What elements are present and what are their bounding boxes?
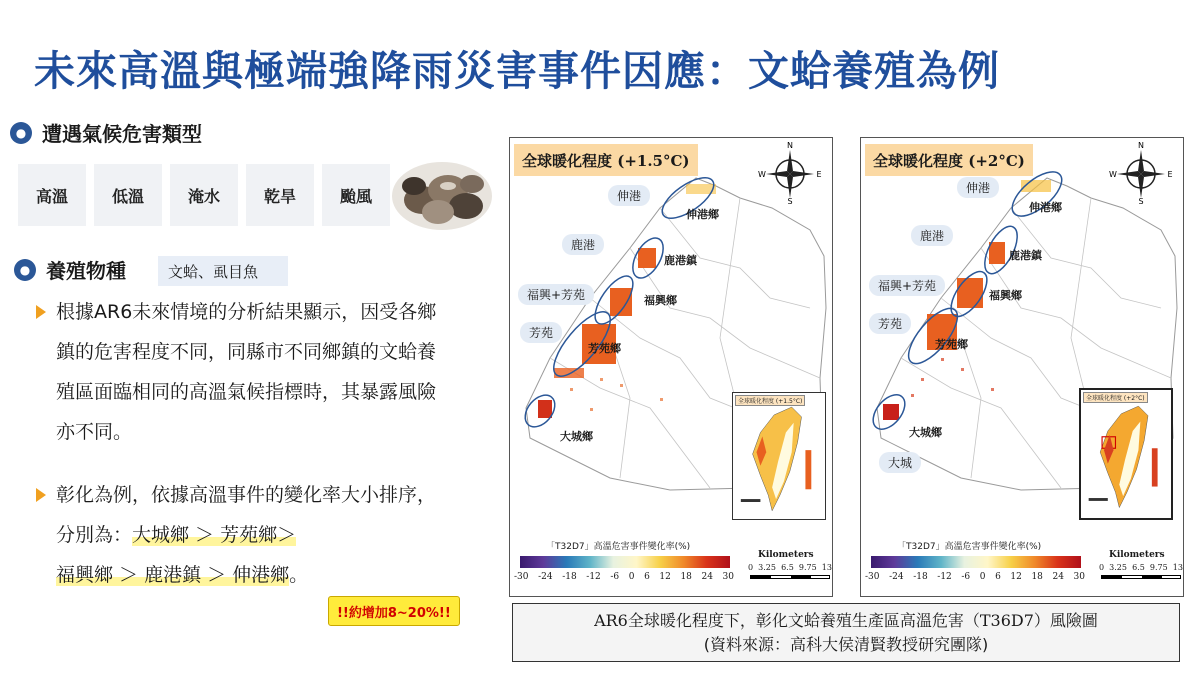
legend-tick: -18 [562,572,577,582]
compass-n: N [787,141,793,150]
hazard-item-typhoon: 颱風 [322,164,390,226]
scale-tick: 6.5 [781,563,794,572]
compass-w: W [758,170,766,179]
area-label-fangyuan: 芳苑 [869,313,911,334]
taiwan-inset-shape [1081,390,1171,518]
compass-rose-icon [1109,140,1173,204]
legend-title: 「T32D7」高溫危害事件變化率(%) [897,542,1042,552]
area-label-fuxing-fangyuan: 福興+芳苑 [869,275,945,296]
legend-tick: 24 [1052,572,1064,582]
legend-tick: 0 [628,572,635,582]
legend-tick: -12 [937,572,952,582]
legend-tick: 0 [979,572,986,582]
hazard-item-drought: 乾旱 [246,164,314,226]
inset-title: 全球暖化程度 (+2°C) [1083,392,1148,403]
bullet-point [36,475,446,595]
section-bullet-icon: ● [10,122,32,144]
town-label: 鹿港鎮 [664,254,697,267]
scale-tick: 13 [821,563,832,572]
compass-w: W [1109,170,1117,179]
legend-tick: 18 [680,572,692,582]
legend-tick: -12 [586,572,601,582]
area-label-fuxing-fangyuan: 福興+芳苑 [518,284,594,305]
hazard-heading-text: 遭遇氣候危害類型 [42,122,202,146]
legend-tick: -24 [538,572,553,582]
compass-s: S [787,197,793,204]
bullet-arrow-icon [36,488,46,502]
town-label: 福興鄉 [989,289,1022,302]
legend-title: 「T32D7」高溫危害事件變化率(%) [546,542,691,552]
scale-ticks [748,563,832,572]
scale-tick: 0 [1099,563,1105,572]
town-label: 芳苑鄉 [588,342,621,355]
map-panel-2c [860,137,1184,597]
bullet-text [36,475,446,595]
warming-level-title: 全球暖化程度 (+1.5°C) [514,144,698,176]
hazard-list [18,164,390,226]
town-label: 福興鄉 [644,294,677,307]
legend-tick: 24 [701,572,713,582]
compass-n: N [1138,141,1144,150]
legend-ticks [514,572,734,582]
taiwan-inset-map [1079,388,1173,520]
town-label: 大城鄉 [560,430,593,443]
taiwan-inset-shape [733,393,825,519]
legend-tick: 30 [722,572,734,582]
species-heading-text: 養殖物種 [46,259,126,283]
legend-tick: 30 [1073,572,1085,582]
area-label-lukang: 鹿港 [562,234,604,255]
scale-bar-title: Kilometers [1109,550,1165,560]
highlight-ranking: 福興鄉 ＞ 鹿港鎮 ＞ 伸港鄉 [56,564,290,586]
scale-bar [750,575,830,579]
legend-tick: -6 [961,572,971,582]
clam-photo [392,160,492,232]
page-title: 未來高溫與極端強降雨災害事件因應：文蛤養殖為例 [34,47,1000,95]
map-panel-1-5c [509,137,833,597]
bullet-text-part: 。 [289,564,309,586]
caption-source: (資料來源：高科大侯清賢教授研究團隊) [703,635,989,654]
legend-ticks [865,572,1085,582]
bullet-text-part: 彰化為例，依據高溫事件的變化率大小排序，分別為： [56,484,437,546]
species-section-heading [14,255,126,284]
area-label-shengang: 伸港 [957,177,999,198]
hazard-item-cold: 低溫 [94,164,162,226]
section-bullet-icon: ● [14,259,36,281]
changhua-map [861,138,1185,598]
legend-tick: -6 [610,572,620,582]
compass-e: E [1167,170,1173,179]
scale-tick: 3.25 [758,563,776,572]
scale-tick: 6.5 [1132,563,1145,572]
town-label: 芳苑鄉 [935,338,968,351]
inset-title: 全球暖化程度 (+1.5°C) [735,395,805,406]
area-label-dacheng: 大城 [879,452,921,473]
increase-note-badge: !!約增加8~20%!! [328,596,460,626]
bullet-text: 根據AR6未來情境的分析結果顯示，因受各鄉鎮的危害程度不同，同縣市不同鄉鎮的文蛤養殖區面臨相同的高溫氣候指標時，其暴露風險亦不同。 [56,301,437,443]
changhua-map [510,138,834,598]
hazard-item-flood: 淹水 [170,164,238,226]
legend-tick: 12 [659,572,671,582]
legend-tick: 18 [1031,572,1043,582]
legend-tick: 6 [995,572,1001,582]
area-label-lukang: 鹿港 [911,225,953,246]
legend-tick: 12 [1010,572,1022,582]
highlight-ranking: 大城鄉 ＞ 芳苑鄉＞ [132,524,297,546]
legend-tick: -30 [514,572,529,582]
compass-rose-icon [758,140,822,204]
legend-tick: -24 [889,572,904,582]
scale-tick: 13 [1172,563,1183,572]
town-label: 伸港鄉 [1029,201,1062,214]
scale-ticks [1099,563,1183,572]
scale-tick: 0 [748,563,754,572]
legend-tick: 6 [644,572,650,582]
hazard-item-heat: 高溫 [18,164,86,226]
town-label: 鹿港鎮 [1009,249,1042,262]
scale-bar-title: Kilometers [758,550,814,560]
scale-tick: 9.75 [1149,563,1168,572]
town-label: 伸港鄉 [686,208,719,221]
legend-tick: -18 [913,572,928,582]
legend-color-bar [871,556,1081,568]
compass-e: E [816,170,822,179]
species-tag: 文蛤、虱目魚 [158,256,288,286]
bullet-point [36,292,446,452]
legend-tick: -30 [865,572,880,582]
scale-tick: 9.75 [798,563,817,572]
scale-bar [1101,575,1181,579]
town-label: 大城鄉 [909,426,942,439]
warming-level-title: 全球暖化程度 (+2°C) [865,144,1033,176]
hazard-section-heading [10,118,202,147]
caption-title: AR6全球暖化程度下，彰化文蛤養殖生產區高溫危害（T36D7）風險圖 [594,611,1098,630]
area-label-fangyuan: 芳苑 [520,322,562,343]
scale-tick: 3.25 [1109,563,1127,572]
legend-color-bar [520,556,730,568]
bullet-arrow-icon [36,305,46,319]
taiwan-inset-map [732,392,826,520]
area-label-shengang: 伸港 [608,185,650,206]
figure-caption [512,603,1180,662]
compass-s: S [1138,197,1144,204]
